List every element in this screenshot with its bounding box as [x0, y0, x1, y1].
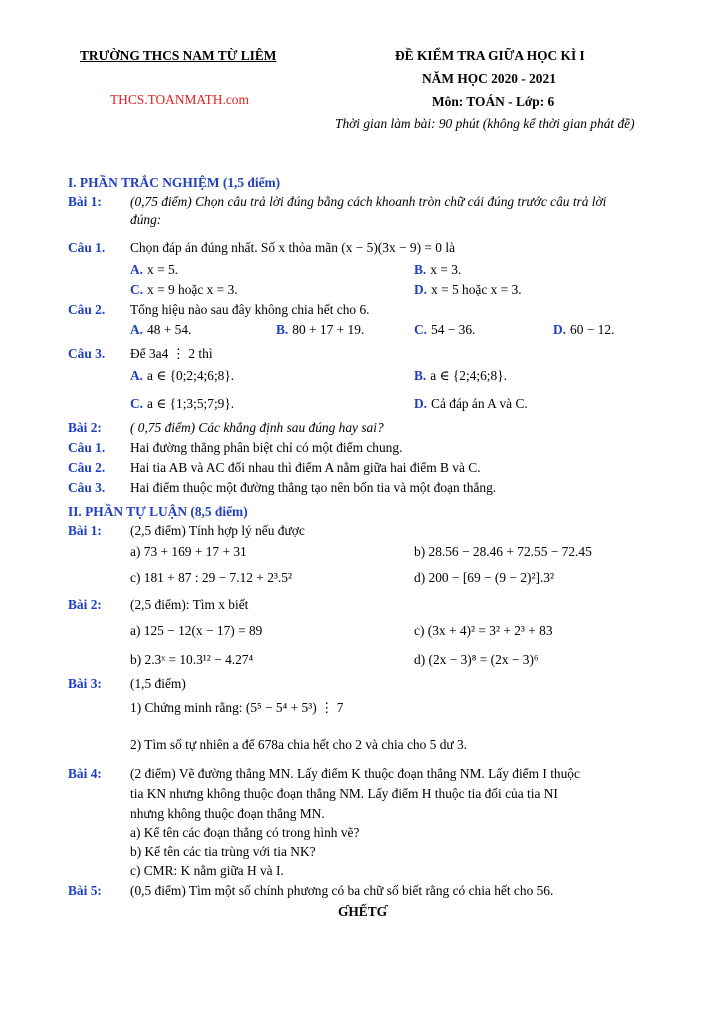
- p2-bai4-line3: nhưng không thuộc đoạn thẳng MN.: [130, 806, 325, 821]
- school-name: TRƯỜNG THCS NAM TỪ LIÊM: [80, 48, 277, 63]
- p2-bai3-text: (1,5 điểm): [130, 676, 186, 691]
- q2-c-text: 54 − 36.: [431, 322, 476, 337]
- q1-option-d[interactable]: D. x = 5 hoặc x = 3.: [414, 282, 522, 297]
- time-allowed: Thời gian làm bài: 90 phút (không kể thời gian phát đề): [335, 116, 635, 131]
- p2-bai3-label: Bài 3:: [68, 676, 102, 691]
- p2-bai1-c: c) 181 + 87 : 29 − 7.12 + 2³.5²: [130, 570, 292, 585]
- part2-title: II. PHẦN TỰ LUẬN (8,5 điểm): [68, 504, 248, 519]
- q1-option-b[interactable]: B. x = 3.: [414, 262, 462, 277]
- q3-a-text: a ∈ {0;2;4;6;8}.: [147, 368, 235, 383]
- p2-bai1-label: Bài 1:: [68, 523, 102, 538]
- q2-option-c[interactable]: C. 54 − 36.: [414, 322, 476, 337]
- q3-label: Câu 3.: [68, 346, 106, 361]
- bai1-label: Bài 1:: [68, 194, 102, 209]
- q3-d-text: Cả đáp án A và C.: [431, 396, 528, 411]
- exam-title: ĐỀ KIỂM TRA GIỮA HỌC KÌ I: [395, 48, 585, 63]
- q2-option-b[interactable]: B. 80 + 17 + 19.: [276, 322, 365, 337]
- q1-text: Chọn đáp án đúng nhất. Số x thỏa mãn (x − 5)(3x − 9) = 0 là: [130, 240, 456, 255]
- p2-bai3-part1: 1) Chứng minh rằng: (5⁵ − 5⁴ + 5³) ⋮ 7: [130, 700, 344, 715]
- q1-c-text: x = 9 hoặc x = 3.: [147, 282, 238, 297]
- q2-option-d[interactable]: D. 60 − 12.: [553, 322, 615, 337]
- p2-bai4-label: Bài 4:: [68, 766, 102, 781]
- q1-b-text: x = 3.: [430, 262, 462, 277]
- q2-a-text: 48 + 54.: [147, 322, 192, 337]
- q2-option-a[interactable]: A. 48 + 54.: [130, 322, 192, 337]
- p2-bai2-a: a) 125 − 12(x − 17) = 89: [130, 623, 263, 638]
- p2-bai2-text: (2,5 điểm): Tìm x biết: [130, 597, 249, 612]
- q1-option-c[interactable]: C. x = 9 hoặc x = 3.: [130, 282, 238, 297]
- q1-d-text: x = 5 hoặc x = 3.: [431, 282, 522, 297]
- p2-bai4-line2: tia KN nhưng không thuộc đoạn thẳng NM. Lấy điểm H thuộc tia đối của tia NI: [130, 786, 558, 801]
- p2-bai2-c: c) (3x + 4)² = 3² + 2³ + 83: [414, 623, 553, 638]
- bai1-text-cont: đúng:: [130, 212, 162, 227]
- q2-text: Tổng hiệu nào sau đây không chia hết cho 6.: [130, 302, 370, 317]
- subject: Môn: TOÁN - Lớp: 6: [432, 94, 555, 109]
- website: THCS.TOANMATH.com: [110, 92, 249, 107]
- p2-bai1-b: b) 28.56 − 28.46 + 72.55 − 72.45: [414, 544, 592, 559]
- bai2-text: ( 0,75 điểm) Các khẳng định sau đúng hay sai?: [130, 420, 384, 435]
- p2-bai2-d: d) (2x − 3)⁸ = (2x − 3)⁶: [414, 652, 539, 667]
- p2-bai4-line1: (2 điểm) Vẽ đường thẳng MN. Lấy điểm K thuộc đoạn thẳng NM. Lấy điểm I thuộc: [130, 766, 580, 781]
- q3-c-text: a ∈ {1;3;5;7;9}.: [147, 396, 235, 411]
- s2-label: Câu 2.: [68, 460, 106, 475]
- p2-bai5-text: (0,5 điểm) Tìm một số chính phương có ba chữ số biết rằng có chia hết cho 56.: [130, 883, 554, 898]
- p2-bai4-a: a) Kể tên các đoạn thẳng có trong hình vẽ?: [130, 825, 360, 840]
- q3-option-b[interactable]: B. a ∈ {2;4;6;8}.: [414, 368, 507, 383]
- q3-option-a[interactable]: A. a ∈ {0;2;4;6;8}.: [130, 368, 235, 383]
- s3-text: Hai điểm thuộc một đường thẳng tạo nên bốn tia và một đoạn thẳng.: [130, 480, 497, 495]
- bai1-text: (0,75 điểm) Chọn câu trả lời đúng bằng cách khoanh tròn chữ cái đúng trước câu trả lời: [130, 194, 607, 209]
- p2-bai4-c: c) CMR: K nằm giữa H và I.: [130, 863, 284, 878]
- p2-bai1-d: d) 200 − [69 − (9 − 2)²].3²: [414, 570, 555, 585]
- p2-bai4-b: b) Kể tên các tia trùng với tia NK?: [130, 844, 316, 859]
- s1-label: Câu 1.: [68, 440, 106, 455]
- p2-bai1-text: (2,5 điểm) Tính hợp lý nếu được: [130, 523, 305, 538]
- s3-label: Câu 3.: [68, 480, 106, 495]
- p2-bai3-part2: 2) Tìm số tự nhiên a để 678a chia hết cho 2 và chia cho 5 dư 3.: [130, 737, 468, 752]
- p2-bai1-a: a) 73 + 169 + 17 + 31: [130, 544, 247, 559]
- end-marker: ƓHẾTƓ: [337, 904, 388, 919]
- q1-a-text: x = 5.: [147, 262, 179, 277]
- q3-option-c[interactable]: C. a ∈ {1;3;5;7;9}.: [130, 396, 235, 411]
- s2-text: Hai tia AB và AC đối nhau thì điểm A nằm giữa hai điểm B và C.: [130, 460, 481, 475]
- p2-bai2-b: b) 2.3ˣ = 10.3¹² − 4.27⁴: [130, 652, 254, 667]
- school-year: NĂM HỌC 2020 - 2021: [422, 71, 556, 86]
- q1-label: Câu 1.: [68, 240, 106, 255]
- q2-d-text: 60 − 12.: [570, 322, 615, 337]
- q3-b-text: a ∈ {2;4;6;8}.: [430, 368, 507, 383]
- p2-bai5-label: Bài 5:: [68, 883, 102, 898]
- part1-title: I. PHẦN TRẮC NGHIỆM (1,5 điểm): [68, 175, 281, 190]
- q2-b-text: 80 + 17 + 19.: [292, 322, 365, 337]
- q3-option-d[interactable]: D. Cả đáp án A và C.: [414, 396, 528, 411]
- bai2-label: Bài 2:: [68, 420, 102, 435]
- q3-text: Để 3a4 ⋮ 2 thì: [130, 346, 213, 361]
- s1-text: Hai đường thẳng phân biệt chỉ có một điểm chung.: [130, 440, 403, 455]
- p2-bai2-label: Bài 2:: [68, 597, 102, 612]
- q2-label: Câu 2.: [68, 302, 106, 317]
- q1-option-a[interactable]: A. x = 5.: [130, 262, 179, 277]
